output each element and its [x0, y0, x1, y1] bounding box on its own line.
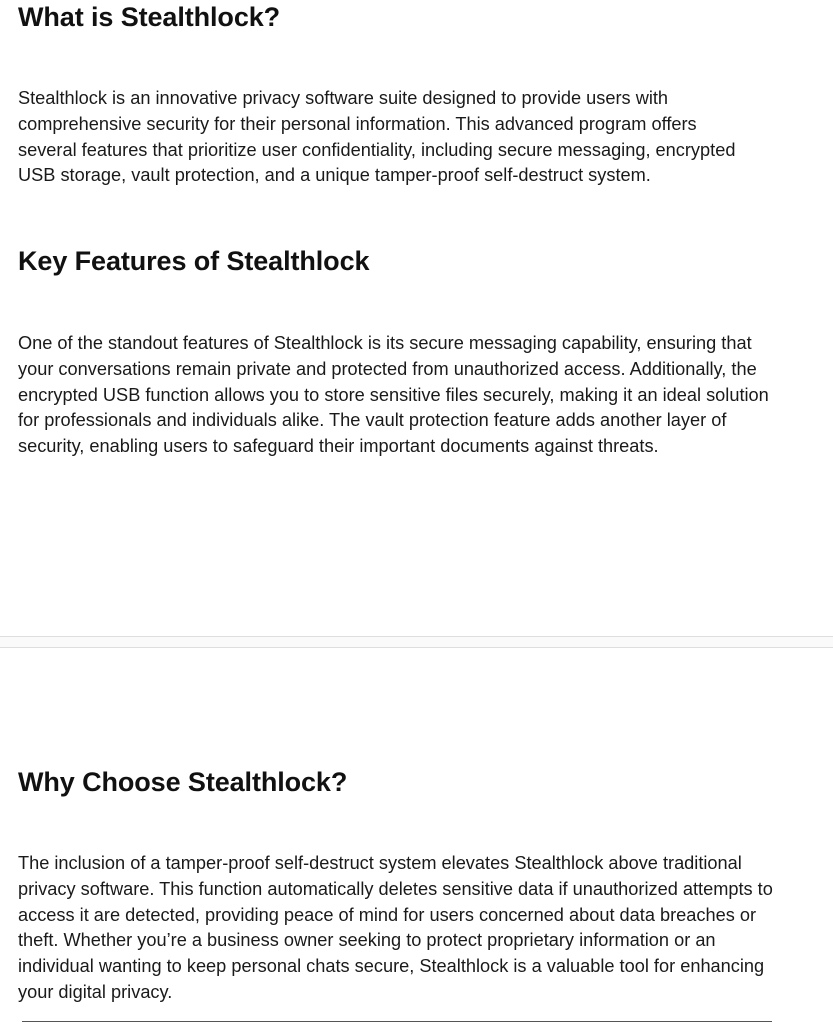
section-why-choose — [18, 765, 788, 1002]
section-key-features — [18, 244, 788, 457]
section-heading: Key Features of Stealthlock — [18, 246, 370, 276]
horizontal-rule — [22, 1021, 772, 1022]
section-paragraph: Stealthlock is an innovative privacy software suite designed to provide users with comprehensive security for their personal information. This advanced program offers several features that prioritize user confidentiality, including secure messaging, encrypted USB storage, vault protection, and a unique tamper-proof self-destruct system. — [18, 88, 736, 186]
section-paragraph: One of the standout features of Stealthlock is its secure messaging capability, ensuring that your conversations remain private and protected from unauthorized access. Additionally, the encrypted USB function allows you to store sensitive files securely, making it an ideal solution for professionals and individuals alike. The vault protection feature adds another layer of security, enabling users to safeguard their important documents against threats. — [18, 333, 769, 457]
section-heading: What is Stealthlock? — [18, 2, 281, 32]
section-what-is — [18, 0, 788, 186]
section-divider — [0, 636, 833, 648]
section-heading: Why Choose Stealthlock? — [18, 767, 348, 797]
section-paragraph: The inclusion of a tamper-proof self-destruct system elevates Stealthlock above traditional privacy software. This function automatically deletes sensitive data if unauthorized attempts to access it are detected, providing peace of mind for users concerned about data breaches or theft. Whether you’re a business owner seeking to protect proprietary information or an individual wanting to keep personal chats secure, Stealthlock is a valuable tool for enhancing your digital privacy. — [18, 853, 773, 1002]
